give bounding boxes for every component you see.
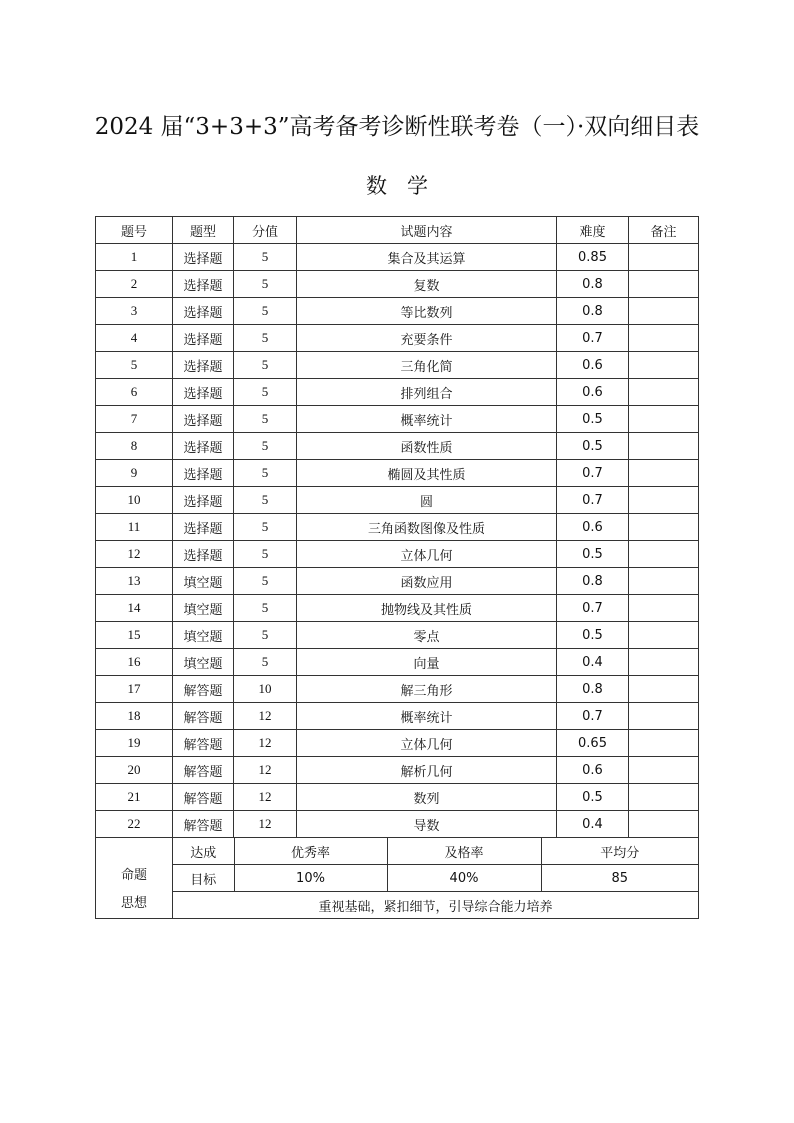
document-title: 2024 届“3+3+3”高考备考诊断性联考卷（一）·双向细目表 — [94, 114, 700, 140]
question-score: 5 — [234, 487, 297, 514]
question-note — [629, 649, 699, 676]
idea-row — [173, 892, 698, 919]
target-label-line1: 达成 — [173, 838, 234, 865]
question-note — [629, 622, 699, 649]
question-number: 18 — [96, 703, 173, 730]
question-note — [629, 298, 699, 325]
question-score: 5 — [234, 595, 297, 622]
question-score: 5 — [234, 568, 297, 595]
question-number: 14 — [96, 595, 173, 622]
question-difficulty: 0.8 — [557, 676, 629, 703]
question-difficulty: 0.6 — [557, 757, 629, 784]
question-score: 5 — [234, 649, 297, 676]
question-content: 三角化简 — [297, 352, 557, 379]
question-difficulty: 0.5 — [557, 784, 629, 811]
question-difficulty: 0.8 — [557, 271, 629, 298]
table-row — [96, 703, 699, 730]
table-row — [96, 379, 699, 406]
target-label-line2: 目标 — [173, 865, 234, 892]
question-note — [629, 352, 699, 379]
question-content: 解三角形 — [297, 676, 557, 703]
question-type: 填空题 — [173, 595, 234, 622]
proposition-label-line1: 命题 — [120, 868, 147, 883]
question-difficulty: 0.7 — [557, 325, 629, 352]
question-content: 概率统计 — [297, 703, 557, 730]
question-note — [629, 325, 699, 352]
header-difficulty: 难度 — [557, 217, 629, 244]
targets-value-row — [173, 865, 698, 892]
table-row — [96, 568, 699, 595]
question-content: 立体几何 — [297, 730, 557, 757]
question-score: 12 — [234, 730, 297, 757]
table-header-row — [96, 217, 699, 244]
header-score: 分值 — [234, 217, 297, 244]
proposition-idea: 重视基础，紧扣细节，引导综合能力培养 — [173, 892, 698, 919]
question-content: 椭圆及其性质 — [297, 460, 557, 487]
question-content: 集合及其运算 — [297, 244, 557, 271]
question-difficulty: 0.7 — [557, 703, 629, 730]
metric-excellent: 优秀率 — [234, 838, 387, 865]
table-row — [96, 730, 699, 757]
question-number: 6 — [96, 379, 173, 406]
question-note — [629, 406, 699, 433]
question-note — [629, 271, 699, 298]
question-difficulty: 0.6 — [557, 352, 629, 379]
proposition-label-line2: 思想 — [120, 896, 147, 911]
table-row — [96, 460, 699, 487]
question-type: 填空题 — [173, 622, 234, 649]
question-note — [629, 676, 699, 703]
table-row — [96, 487, 699, 514]
question-content: 充要条件 — [297, 325, 557, 352]
question-type: 选择题 — [173, 460, 234, 487]
table-row — [96, 406, 699, 433]
table-row — [96, 271, 699, 298]
question-content: 立体几何 — [297, 541, 557, 568]
question-type: 选择题 — [173, 433, 234, 460]
question-number: 5 — [96, 352, 173, 379]
question-content: 圆 — [297, 487, 557, 514]
question-content: 导数 — [297, 811, 557, 838]
question-content: 函数性质 — [297, 433, 557, 460]
question-difficulty: 0.8 — [557, 568, 629, 595]
question-content: 向量 — [297, 649, 557, 676]
question-note — [629, 811, 699, 838]
question-content: 解析几何 — [297, 757, 557, 784]
question-number: 11 — [96, 514, 173, 541]
question-number: 16 — [96, 649, 173, 676]
question-score: 5 — [234, 244, 297, 271]
question-score: 5 — [234, 406, 297, 433]
question-content: 函数应用 — [297, 568, 557, 595]
question-content: 等比数列 — [297, 298, 557, 325]
question-number: 8 — [96, 433, 173, 460]
question-type: 解答题 — [173, 676, 234, 703]
question-score: 5 — [234, 622, 297, 649]
question-score: 10 — [234, 676, 297, 703]
question-note — [629, 595, 699, 622]
target-excellent: 10% — [234, 865, 387, 892]
question-score: 5 — [234, 298, 297, 325]
question-content: 抛物线及其性质 — [297, 595, 557, 622]
question-number: 2 — [96, 271, 173, 298]
metric-pass: 及格率 — [387, 838, 541, 865]
question-note — [629, 487, 699, 514]
question-number: 1 — [96, 244, 173, 271]
question-content: 排列组合 — [297, 379, 557, 406]
question-type: 解答题 — [173, 784, 234, 811]
question-number: 19 — [96, 730, 173, 757]
question-note — [629, 433, 699, 460]
question-difficulty: 0.6 — [557, 514, 629, 541]
question-score: 5 — [234, 541, 297, 568]
subject-heading: 数学 — [366, 174, 448, 198]
targets-header-row — [173, 838, 698, 865]
table-row — [96, 784, 699, 811]
question-number: 21 — [96, 784, 173, 811]
question-note — [629, 379, 699, 406]
question-number: 12 — [96, 541, 173, 568]
question-note — [629, 568, 699, 595]
question-score: 12 — [234, 703, 297, 730]
question-content: 数列 — [297, 784, 557, 811]
question-note — [629, 514, 699, 541]
question-score: 5 — [234, 271, 297, 298]
question-score: 5 — [234, 325, 297, 352]
question-type: 解答题 — [173, 703, 234, 730]
question-type: 填空题 — [173, 649, 234, 676]
question-difficulty: 0.65 — [557, 730, 629, 757]
question-difficulty: 0.6 — [557, 379, 629, 406]
question-difficulty: 0.7 — [557, 487, 629, 514]
question-number: 7 — [96, 406, 173, 433]
question-number: 3 — [96, 298, 173, 325]
header-note: 备注 — [629, 217, 699, 244]
question-content: 概率统计 — [297, 406, 557, 433]
question-type: 解答题 — [173, 730, 234, 757]
table-row — [96, 676, 699, 703]
question-difficulty: 0.5 — [557, 622, 629, 649]
question-score: 5 — [234, 379, 297, 406]
question-type: 选择题 — [173, 325, 234, 352]
question-number: 17 — [96, 676, 173, 703]
question-type: 解答题 — [173, 757, 234, 784]
question-difficulty: 0.5 — [557, 433, 629, 460]
table-row — [96, 811, 699, 838]
table-row — [96, 433, 699, 460]
question-type: 选择题 — [173, 487, 234, 514]
question-score: 5 — [234, 433, 297, 460]
question-content: 复数 — [297, 271, 557, 298]
header-type: 题型 — [173, 217, 234, 244]
table-row — [96, 298, 699, 325]
question-note — [629, 730, 699, 757]
question-note — [629, 757, 699, 784]
proposition-label — [96, 838, 173, 919]
question-score: 5 — [234, 352, 297, 379]
table-row — [96, 541, 699, 568]
question-difficulty: 0.4 — [557, 649, 629, 676]
question-type: 选择题 — [173, 379, 234, 406]
question-note — [629, 244, 699, 271]
table-row — [96, 649, 699, 676]
question-content: 零点 — [297, 622, 557, 649]
question-number: 15 — [96, 622, 173, 649]
question-content: 三角函数图像及性质 — [297, 514, 557, 541]
metric-average: 平均分 — [541, 838, 698, 865]
proposition-details — [173, 838, 699, 919]
question-type: 解答题 — [173, 811, 234, 838]
question-note — [629, 460, 699, 487]
table-row — [96, 244, 699, 271]
question-number: 10 — [96, 487, 173, 514]
question-number: 9 — [96, 460, 173, 487]
question-difficulty: 0.7 — [557, 595, 629, 622]
question-number: 22 — [96, 811, 173, 838]
specification-table — [95, 216, 699, 919]
question-score: 12 — [234, 811, 297, 838]
table-row — [96, 325, 699, 352]
question-number: 20 — [96, 757, 173, 784]
table-row — [96, 595, 699, 622]
footer-row — [96, 838, 699, 919]
table-row — [96, 352, 699, 379]
question-difficulty: 0.7 — [557, 460, 629, 487]
question-note — [629, 703, 699, 730]
target-average: 85 — [541, 865, 698, 892]
question-note — [629, 541, 699, 568]
header-content: 试题内容 — [297, 217, 557, 244]
table-row — [96, 757, 699, 784]
table-row — [96, 622, 699, 649]
question-difficulty: 0.85 — [557, 244, 629, 271]
question-difficulty: 0.4 — [557, 811, 629, 838]
question-score: 12 — [234, 784, 297, 811]
header-num: 题号 — [96, 217, 173, 244]
question-score: 5 — [234, 460, 297, 487]
question-type: 选择题 — [173, 541, 234, 568]
question-note — [629, 784, 699, 811]
question-type: 选择题 — [173, 298, 234, 325]
question-score: 5 — [234, 514, 297, 541]
question-number: 13 — [96, 568, 173, 595]
table-row — [96, 514, 699, 541]
question-type: 填空题 — [173, 568, 234, 595]
question-type: 选择题 — [173, 406, 234, 433]
targets-table — [173, 838, 698, 918]
question-difficulty: 0.5 — [557, 406, 629, 433]
question-type: 选择题 — [173, 352, 234, 379]
target-pass: 40% — [387, 865, 541, 892]
question-difficulty: 0.8 — [557, 298, 629, 325]
question-type: 选择题 — [173, 271, 234, 298]
question-score: 12 — [234, 757, 297, 784]
question-number: 4 — [96, 325, 173, 352]
question-type: 选择题 — [173, 514, 234, 541]
question-type: 选择题 — [173, 244, 234, 271]
question-difficulty: 0.5 — [557, 541, 629, 568]
